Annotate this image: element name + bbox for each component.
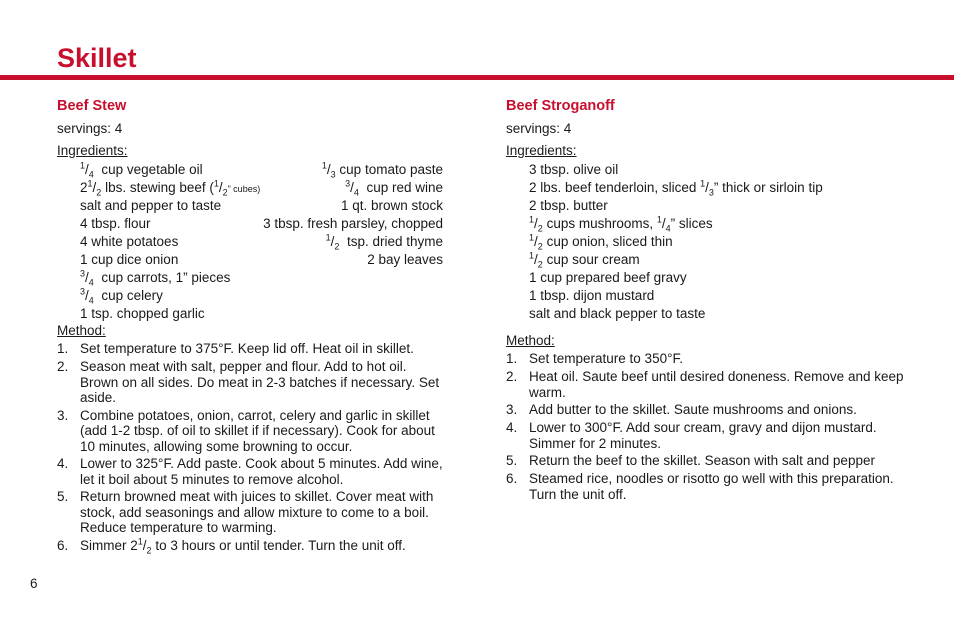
method-step: 2. Heat oil. Saute beef until desired doneness. Remove and keep warm. [506, 369, 904, 400]
method-steps [506, 351, 906, 502]
ingredient: salt and black pepper to taste [529, 306, 706, 321]
title-rule [0, 75, 954, 80]
beef-stew-recipe [57, 97, 443, 556]
recipe-heading: Beef Stew [57, 98, 127, 114]
ingredients-list [80, 161, 443, 323]
page-title: Skillet [57, 43, 137, 73]
page-number: 6 [30, 576, 38, 591]
method-steps [57, 341, 443, 554]
ingredient: 2 tbsp. butter [529, 198, 608, 213]
servings-text: servings: 4 [506, 121, 572, 136]
method-step: 4. Lower to 325°F. Add paste. Cook about 5 minutes. Add wine, let it boil about 5 minutes to remove alcohol. [57, 456, 443, 487]
method-step: 4. Lower to 300°F. Add sour cream, gravy and dijon mustard. Simmer for 2 minutes. [506, 420, 877, 451]
ingredient: 1 cup prepared beef gravy [529, 270, 687, 285]
ingredient-row [80, 197, 443, 215]
ingredients-list [529, 161, 906, 323]
ingredient: $^3/_4$ cup celery [80, 286, 163, 306]
ingredient: 2 bay leaves [367, 252, 443, 267]
ingredients-label: Ingredients: [506, 143, 577, 158]
method-step: 6. Simmer $2^1/_2$ to 3 hours or until tender. Turn the unit off. [57, 536, 406, 556]
beef-stroganoff-recipe [506, 97, 906, 504]
ingredient: $^1/_2$ cup onion, sliced thin [529, 232, 673, 252]
method-label: Method: [57, 323, 106, 338]
method-step: 1. Set temperature to 350°F. [506, 351, 683, 366]
ingredient: $2^1/_2$ lbs. stewing beef ($^1/_2$” cubes) [80, 178, 261, 198]
ingredients-label: Ingredients: [57, 143, 128, 158]
ingredient: $^1/_2$ cup sour cream [529, 250, 640, 270]
ingredient: 4 tbsp. flour [80, 216, 151, 231]
servings-text: servings: 4 [57, 121, 123, 136]
ingredient: $^1/_2$ cups mushrooms, $^1/_4$” slices [529, 214, 713, 234]
method-step: 3. Add butter to the skillet. Saute mushrooms and onions. [506, 402, 857, 417]
method-step: 6. Steamed rice, noodles or risotto go well with this preparation. Turn the unit off. [506, 471, 894, 502]
ingredient: 1 cup dice onion [80, 252, 179, 267]
ingredient: 1 tsp. chopped garlic [80, 306, 205, 321]
ingredient: 3 tbsp. fresh parsley, chopped [263, 216, 443, 231]
ingredient-row [80, 215, 443, 233]
ingredient-row [80, 251, 443, 269]
method-step: 3. Combine potatoes, onion, carrot, celery and garlic in skillet (add 1-2 tbsp. of oil to skillet if if necessary). Cook for about 10 minutes, allowing some browning to occur. [57, 407, 435, 454]
ingredient: $^3/_4$ cup carrots, 1” pieces [80, 268, 231, 288]
ingredient: salt and pepper to taste [80, 198, 222, 213]
ingredient-row [80, 233, 443, 251]
ingredient: 1 tbsp. dijon mustard [529, 288, 655, 303]
method-label: Method: [506, 333, 555, 348]
method-step: 2. Season meat with salt, pepper and flour. Add to hot oil. Brown on all sides. Do meat in 2-3 batches if necessary. Set aside. [57, 359, 440, 405]
ingredient: 4 white potatoes [80, 234, 179, 249]
method-step: 5. Return browned meat with juices to skillet. Cover meat with stock, add seasonings and allow mixture to come to a boil. Reduce temperature to warming. [57, 489, 434, 535]
ingredient: $^1/_3$ cup tomato paste [321, 160, 443, 180]
ingredient: 1 qt. brown stock [340, 198, 443, 213]
ingredient: 3 tbsp. olive oil [529, 162, 619, 177]
ingredient-row [80, 179, 443, 197]
ingredient: $^1/_2$ tsp. dried thyme [325, 232, 443, 252]
recipe-heading: Beef Stroganoff [506, 98, 615, 114]
ingredient: $^3/_4$ cup red wine [345, 178, 443, 198]
ingredient: 2 lbs. beef tenderloin, sliced $^1/_3$” thick or sirloin tip [529, 178, 823, 198]
method-step: 1. Set temperature to 375°F. Keep lid off. Heat oil in skillet. [57, 341, 414, 356]
ingredient-row [80, 161, 443, 179]
method-step: 5. Return the beef to the skillet. Season with salt and pepper [506, 453, 875, 468]
ingredient: $^1/_4$ cup vegetable oil [80, 160, 203, 180]
